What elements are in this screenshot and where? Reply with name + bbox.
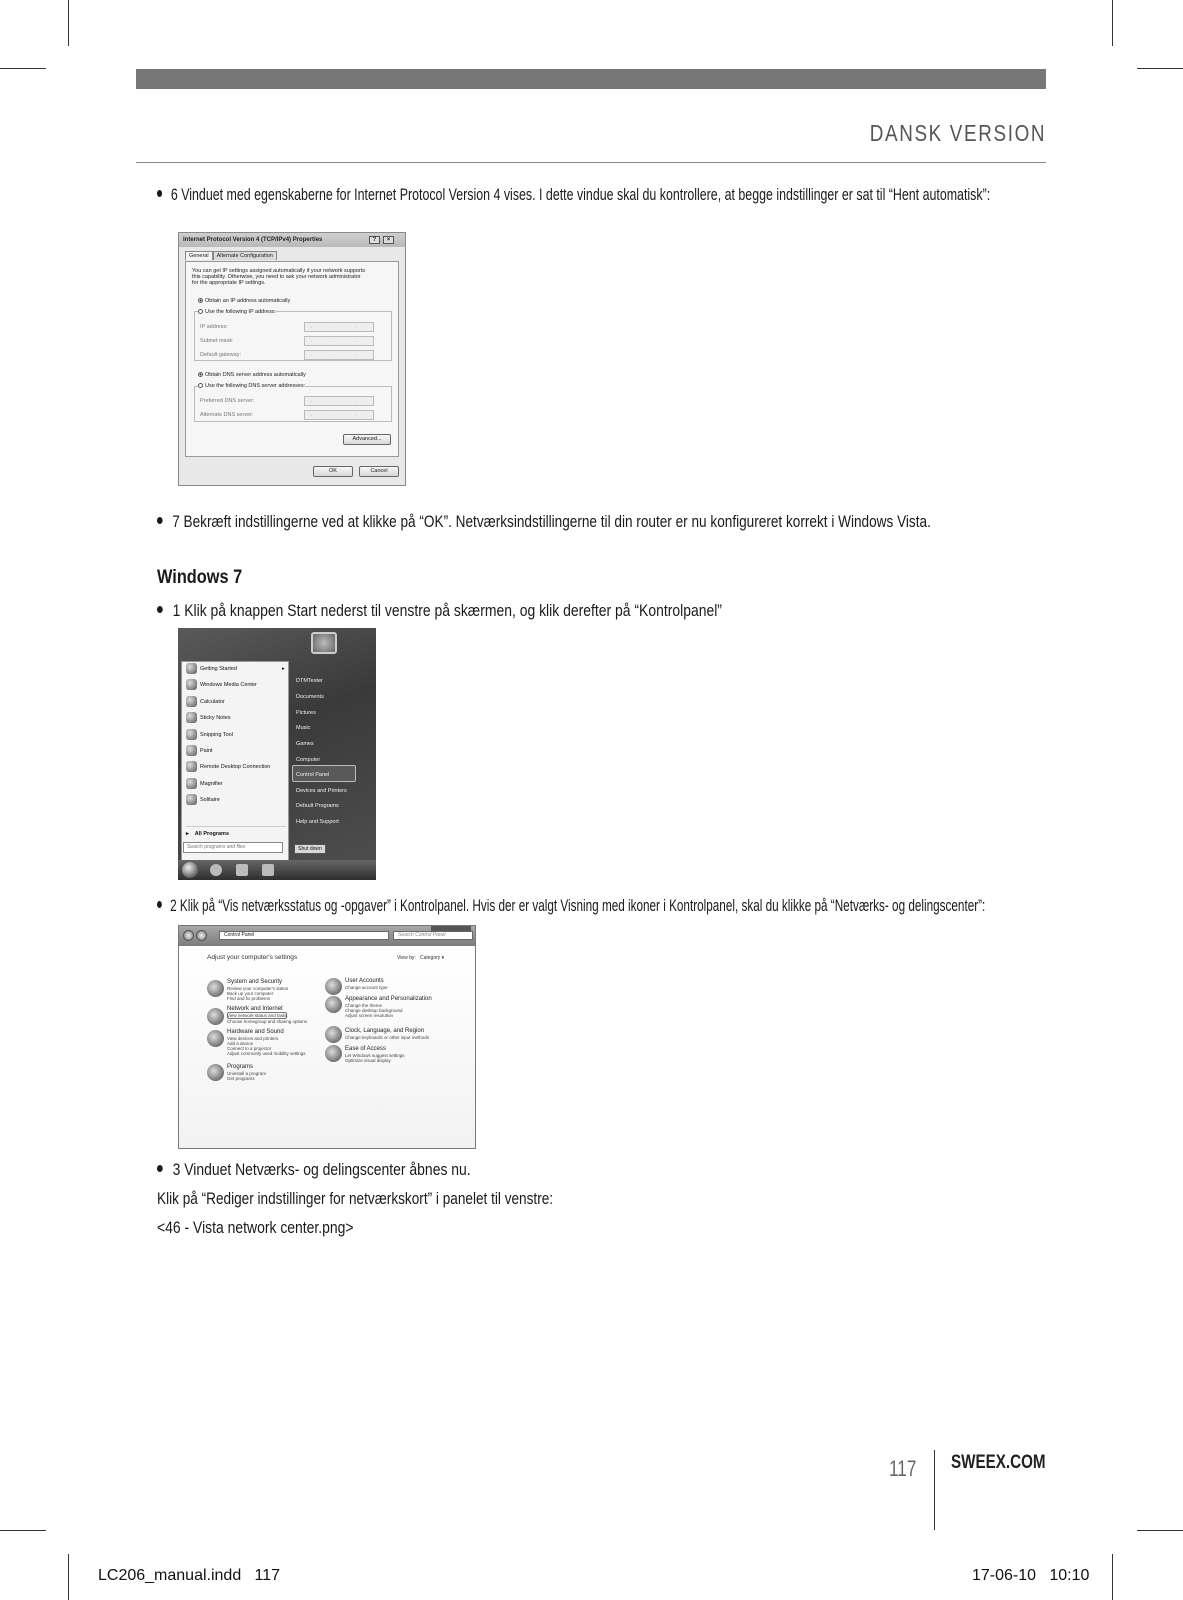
- radio-auto-ip[interactable]: Obtain an IP address automatically: [198, 298, 290, 305]
- dialog-title: Internet Protocol Version 4 (TCP/IPv4) Properties: [183, 237, 323, 243]
- ip-address-field[interactable]: . . .: [304, 322, 374, 332]
- radio-icon: [198, 383, 203, 388]
- task-link[interactable]: Adjust screen resolution: [345, 1013, 394, 1018]
- menu-item-devices-and-printers[interactable]: Devices and Printers: [296, 788, 347, 794]
- task-link[interactable]: Back up your computer: [227, 991, 274, 996]
- search-control-panel-input[interactable]: Search Control Panel: [393, 931, 473, 940]
- alternate-dns-label: Alternate DNS server:: [200, 412, 254, 418]
- general-pane: [185, 261, 399, 457]
- tab-strip: [185, 251, 277, 260]
- step-text: 1 Klik på knappen Start nederst til venstre på skærmen, og klik derefter på “Kontrolpanel”: [172, 601, 722, 620]
- control-panel-heading: Adjust your computer's settings: [207, 954, 298, 961]
- category-ease-of-access[interactable]: Ease of Access: [345, 1046, 387, 1052]
- category-appearance[interactable]: Appearance and Personalization: [345, 996, 432, 1002]
- shut-down-button[interactable]: Shut down: [294, 844, 326, 854]
- step-text: 3 Vinduet Netværks- og delingscenter åbnes nu.: [172, 1160, 471, 1179]
- bullet-step-3: [157, 1159, 471, 1181]
- task-link[interactable]: Change account type: [345, 985, 388, 990]
- user-accounts-icon: [325, 978, 342, 995]
- crop-mark: [68, 1554, 69, 1600]
- forward-icon[interactable]: [196, 930, 207, 941]
- appearance-icon: [325, 996, 342, 1013]
- menu-item-help-and-support[interactable]: Help and Support: [296, 819, 339, 825]
- all-programs-item[interactable]: ▸ All Programs: [186, 826, 286, 840]
- section-heading-windows-7: Windows 7: [157, 567, 243, 588]
- back-icon[interactable]: [183, 930, 194, 941]
- app-icon: [186, 761, 197, 772]
- crop-mark: [68, 0, 69, 46]
- programs-icon: [207, 1064, 224, 1081]
- instruction-text: Klik på “Rediger indstillinger for netværkskort” i panelet til venstre:: [157, 1189, 554, 1208]
- help-icon[interactable]: ?: [369, 236, 380, 244]
- task-link[interactable]: Let Windows suggest settings: [345, 1053, 405, 1058]
- menu-item-remote-desktop[interactable]: Remote Desktop Connection: [186, 760, 270, 774]
- crop-mark: [1112, 1554, 1113, 1600]
- control-panel-body: [179, 946, 475, 1148]
- bullet-step-2: [157, 895, 985, 917]
- system-security-icon: [207, 980, 224, 997]
- task-link[interactable]: Adjust commonly used mobility settings: [227, 1051, 306, 1056]
- intro-line: for the appropriate IP settings.: [192, 280, 266, 286]
- app-icon: [186, 712, 197, 723]
- bullet-icon: [157, 190, 162, 197]
- app-icon: [186, 778, 197, 789]
- default-gateway-field[interactable]: . . .: [304, 350, 374, 360]
- crop-mark: [0, 68, 46, 69]
- task-link[interactable]: Connect to a projector: [227, 1046, 272, 1051]
- menu-item-documents[interactable]: Documents: [296, 694, 324, 700]
- step-text: 2 Klik på “Vis netværksstatus og -opgaver” i Kontrolpanel. Hvis der er valgt Visning med ikoner i Kontrolpanel, skal du klikke på “Netværks- og delingscenter”:: [170, 896, 986, 915]
- crop-mark: [1112, 0, 1113, 46]
- task-link[interactable]: Uninstall a program: [227, 1071, 267, 1076]
- clock-language-icon: [325, 1026, 342, 1043]
- arrow-right-icon: ▸: [186, 831, 189, 837]
- radio-icon: [198, 309, 203, 314]
- start-orb-icon[interactable]: [182, 862, 198, 878]
- taskbar: [178, 860, 376, 880]
- hardware-sound-icon: [207, 1030, 224, 1047]
- bullet-step-6: [157, 184, 990, 206]
- ease-of-access-icon: [325, 1045, 342, 1062]
- task-link[interactable]: Optimize visual display: [345, 1058, 391, 1063]
- page-number: 117: [889, 1456, 917, 1481]
- ip-address-label: IP address:: [200, 324, 228, 330]
- cancel-button[interactable]: Cancel: [359, 466, 399, 477]
- app-icon: [186, 663, 197, 674]
- preferred-dns-field[interactable]: . . .: [304, 396, 374, 406]
- menu-item-sticky-notes[interactable]: Sticky Notes: [186, 711, 231, 725]
- print-slug-date: 17-06-10 10:10: [972, 1567, 1090, 1584]
- menu-item-default-programs[interactable]: Default Programs: [296, 803, 339, 809]
- radio-auto-dns[interactable]: Obtain DNS server address automatically: [198, 372, 306, 379]
- view-by[interactable]: View by: Category ▾: [397, 955, 445, 961]
- header-rule: [136, 162, 1046, 163]
- user-picture-icon: [311, 632, 337, 654]
- task-link[interactable]: Choose homegroup and sharing options: [227, 1019, 308, 1024]
- radio-manual-ip[interactable]: Use the following IP address:: [198, 309, 276, 316]
- address-bar[interactable]: Control Panel: [219, 931, 389, 940]
- task-link[interactable]: Find and fix problems: [227, 996, 271, 1001]
- advanced-button[interactable]: Advanced...: [343, 434, 391, 445]
- category-programs[interactable]: Programs: [227, 1064, 254, 1070]
- ipv4-properties-screenshot: [178, 232, 406, 486]
- menu-item-games[interactable]: Games: [296, 741, 314, 747]
- intro-line: this capability. Otherwise, you need to ask your network administrator: [192, 274, 361, 280]
- start-search-input[interactable]: Search programs and files: [183, 842, 283, 853]
- intro-line: You can get IP settings assigned automatically if your network supports: [192, 268, 366, 274]
- app-icon: [186, 696, 197, 707]
- bullet-icon: [157, 1165, 163, 1172]
- window-titlebar: [179, 926, 475, 946]
- menu-item-snipping-tool[interactable]: Snipping Tool: [186, 728, 233, 742]
- step-text: 7 Bekræft indstillingerne ved at klikke på “OK”. Netværksindstillingerne til din router er nu konfigureret korrekt i Windows Vista.: [172, 512, 931, 531]
- menu-item-magnifier[interactable]: Magnifier: [186, 777, 223, 791]
- view-network-status-link[interactable]: View network status and tasks: [227, 1013, 288, 1018]
- radio-manual-dns[interactable]: Use the following DNS server addresses:: [198, 383, 305, 390]
- crop-mark: [1137, 68, 1183, 69]
- arrow-right-icon: ▸: [282, 666, 285, 672]
- tab-general[interactable]: General: [185, 251, 213, 260]
- menu-item-solitaire[interactable]: Solitaire: [186, 793, 220, 807]
- task-link[interactable]: Change the theme: [345, 1003, 383, 1008]
- radio-selected-icon: [198, 372, 203, 377]
- category-clock-language-region[interactable]: Clock, Language, and Region: [345, 1028, 425, 1034]
- bullet-icon: [157, 517, 163, 524]
- task-link[interactable]: Review your computer's status: [227, 986, 289, 991]
- subnet-mask-label: Subnet mask:: [200, 338, 234, 344]
- menu-item-getting-started[interactable]: Getting Started ▸: [186, 662, 237, 676]
- menu-item-windows-media-center[interactable]: Windows Media Center: [186, 678, 257, 692]
- start-menu-programs: [181, 661, 289, 861]
- internet-explorer-icon[interactable]: [210, 864, 222, 876]
- folder-icon[interactable]: [236, 864, 248, 876]
- task-link[interactable]: Change desktop background: [345, 1008, 403, 1013]
- category-network-internet[interactable]: Network and Internet: [227, 1006, 283, 1012]
- category-user-accounts[interactable]: User Accounts: [345, 978, 384, 984]
- app-icon: [186, 679, 197, 690]
- control-panel-screenshot: [178, 925, 476, 1149]
- bullet-icon: [157, 606, 163, 613]
- crop-mark: [0, 1530, 46, 1531]
- menu-item-calculator[interactable]: Calculator: [186, 695, 225, 709]
- task-link[interactable]: Get programs: [227, 1076, 255, 1081]
- footer-divider: [934, 1450, 935, 1530]
- tab-alternate-configuration[interactable]: Alternate Configuration: [213, 251, 277, 260]
- close-icon[interactable]: ×: [383, 236, 394, 244]
- crop-mark: [1137, 1530, 1183, 1531]
- app-icon: [186, 794, 197, 805]
- menu-item-control-panel[interactable]: Control Panel: [296, 772, 330, 778]
- category-hardware-sound[interactable]: Hardware and Sound: [227, 1029, 284, 1035]
- menu-item-pictures[interactable]: Pictures: [296, 710, 316, 716]
- brand-logo: SWEEX.COM: [951, 1452, 1046, 1473]
- subnet-mask-field[interactable]: . . .: [304, 336, 374, 346]
- section-title: DANSK VERSION: [869, 120, 1046, 146]
- dialog-titlebar: [179, 233, 405, 247]
- preferred-dns-label: Preferred DNS server:: [200, 398, 255, 404]
- alternate-dns-field[interactable]: . . .: [304, 410, 374, 420]
- app-icon: [186, 729, 197, 740]
- header-bar: [136, 69, 1046, 89]
- menu-item-dtmtester[interactable]: DTMTester: [296, 678, 323, 684]
- step-text: 6 Vinduet med egenskaberne for Internet Protocol Version 4 vises. I dette vindue skal du kontrollere, at begge indstillinger er sat til “Hent automatisk”:: [170, 185, 991, 204]
- image-placeholder-text: <46 - Vista network center.png>: [157, 1218, 354, 1237]
- start-menu-screenshot: [178, 628, 376, 880]
- bullet-step-7: [157, 511, 931, 533]
- bullet-icon: [157, 901, 162, 908]
- default-gateway-label: Default gateway:: [200, 352, 241, 358]
- network-internet-icon: [207, 1008, 224, 1025]
- print-slug-file: LC206_manual.indd 117: [98, 1567, 281, 1584]
- bullet-step-1: [157, 600, 722, 622]
- ok-button[interactable]: OK: [313, 466, 353, 477]
- task-link[interactable]: Change keyboards or other input methods: [345, 1035, 430, 1040]
- task-link[interactable]: Add a device: [227, 1041, 254, 1046]
- category-system-security[interactable]: System and Security: [227, 979, 283, 985]
- menu-item-computer[interactable]: Computer: [296, 757, 321, 763]
- menu-item-music[interactable]: Music: [296, 725, 311, 731]
- app-icon: [186, 745, 197, 756]
- radio-selected-icon: [198, 298, 203, 303]
- menu-item-paint[interactable]: Paint: [186, 744, 213, 758]
- media-player-icon[interactable]: [262, 864, 274, 876]
- task-link[interactable]: View devices and printers: [227, 1036, 279, 1041]
